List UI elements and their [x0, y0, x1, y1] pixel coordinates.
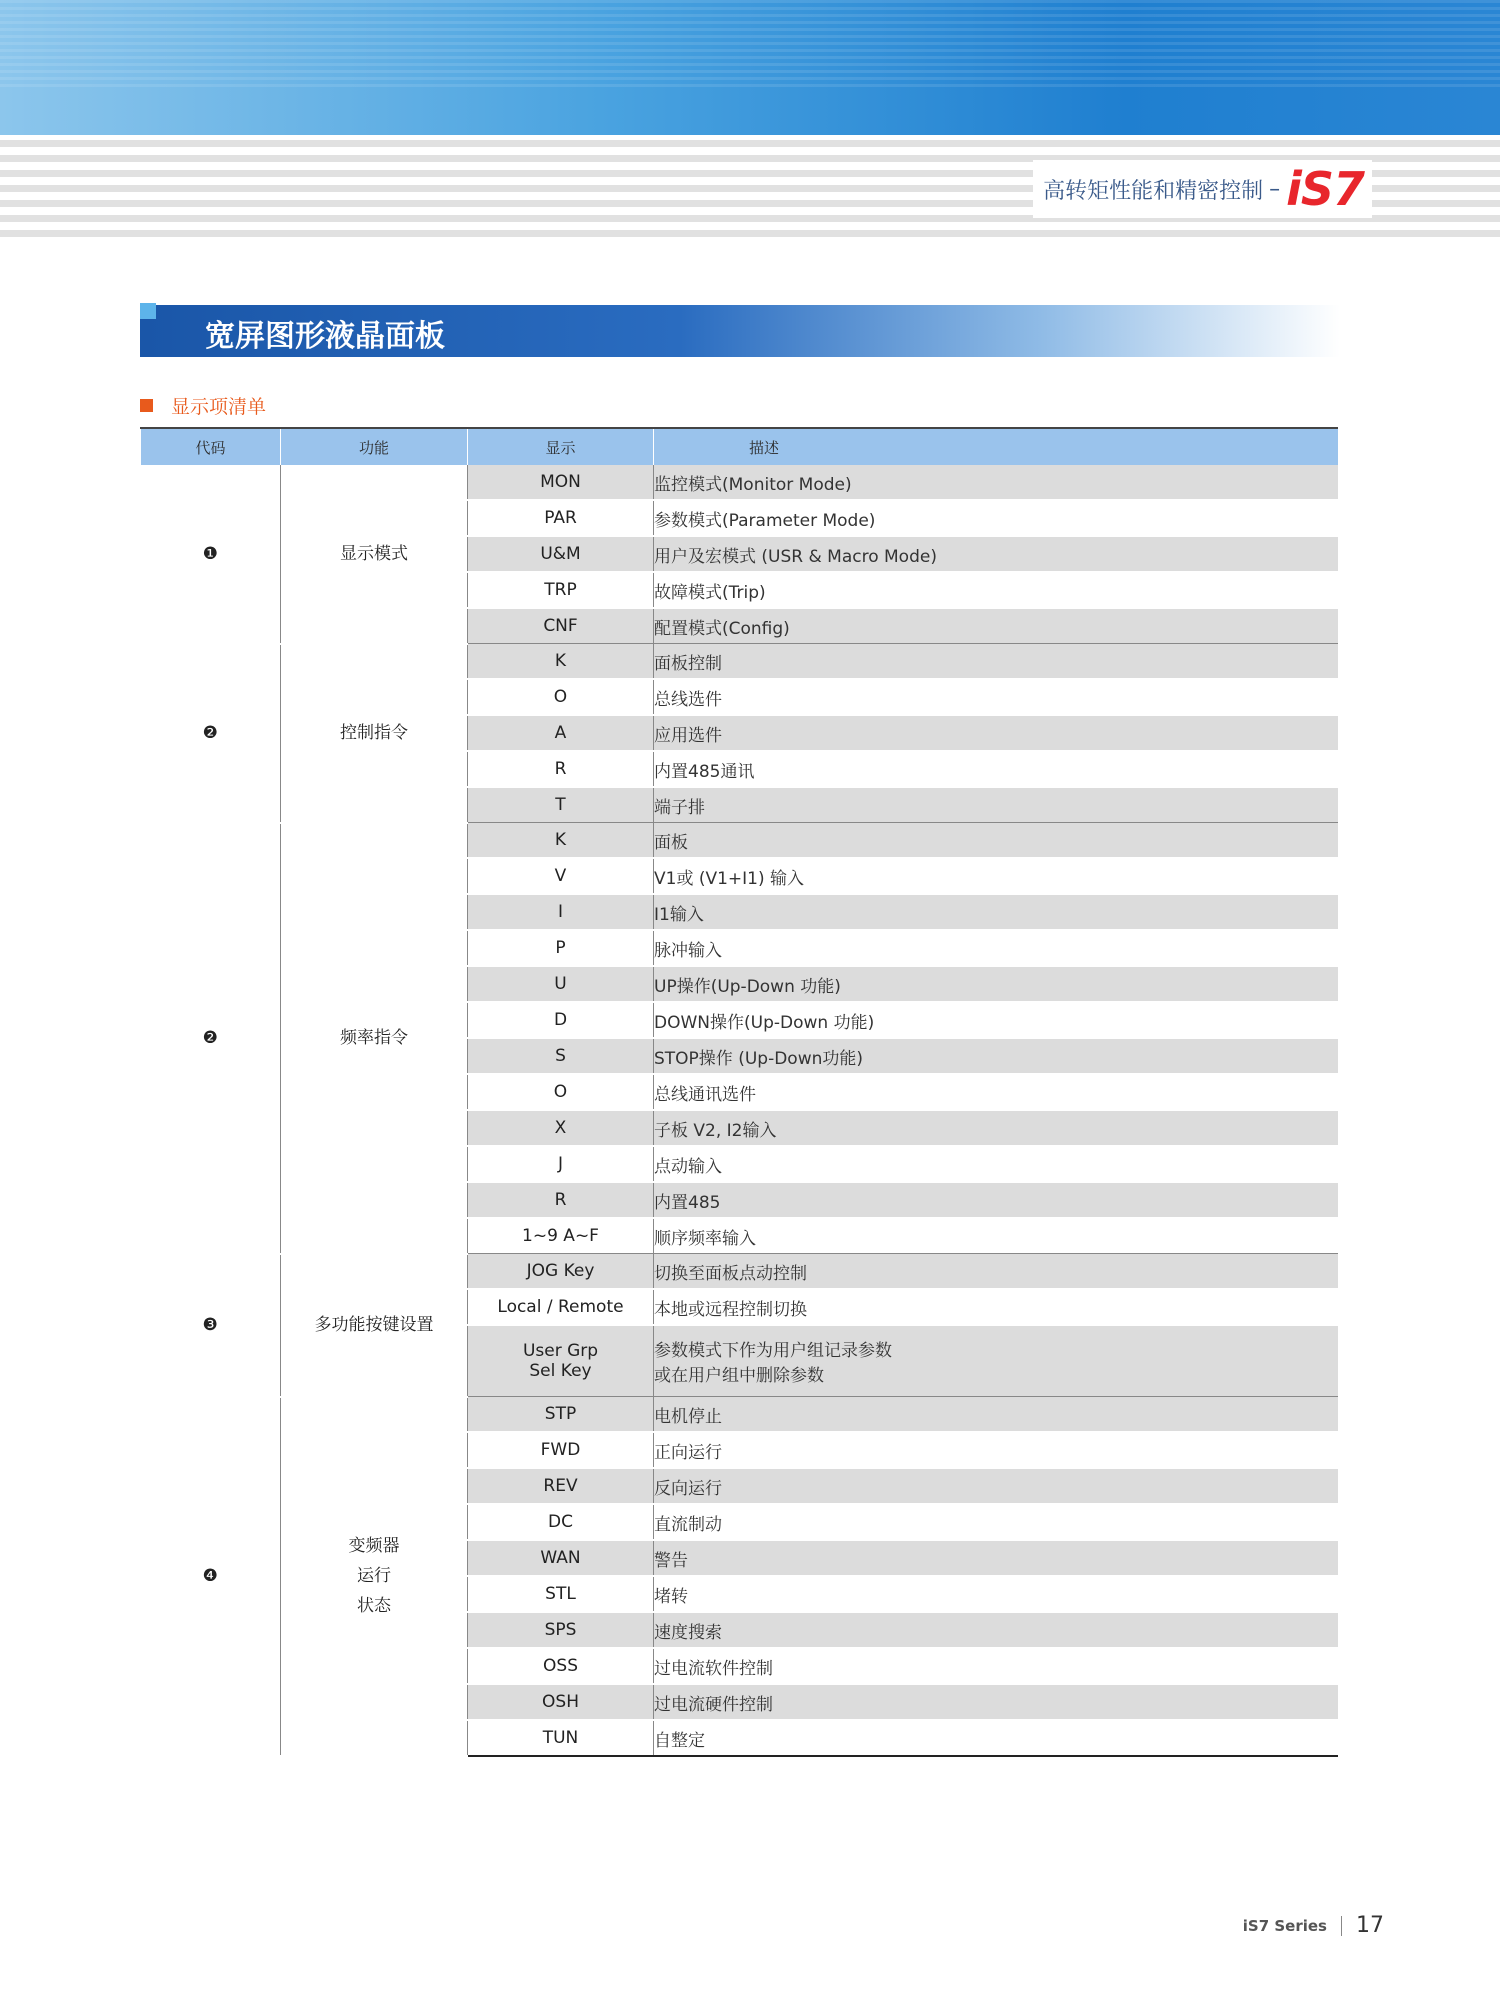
- description-cell: 参数模式下作为用户组记录参数 或在用户组中删除参数: [654, 1325, 1338, 1397]
- description-cell: 脉冲输入: [654, 930, 1338, 966]
- col-header-code: 代码: [141, 428, 281, 465]
- function-cell: 显示模式: [281, 465, 468, 644]
- display-cell: K: [468, 644, 654, 680]
- display-cell: FWD: [468, 1432, 654, 1468]
- footer-divider: [1341, 1916, 1342, 1936]
- description-cell: UP操作(Up-Down 功能): [654, 966, 1338, 1002]
- display-cell: P: [468, 930, 654, 966]
- col-header-description: 描述: [654, 428, 1338, 465]
- sub-heading: [140, 392, 266, 419]
- table-header-row: [141, 428, 1338, 465]
- description-cell: 电机停止: [654, 1397, 1338, 1433]
- tagline-text: 高转矩性能和精密控制: [1043, 178, 1264, 204]
- description-cell: DOWN操作(Up-Down 功能): [654, 1002, 1338, 1038]
- brand-logo: iS7: [1286, 162, 1364, 216]
- description-cell: 总线通讯选件: [654, 1074, 1338, 1110]
- description-cell: 应用选件: [654, 715, 1338, 751]
- table-row: [141, 644, 1338, 680]
- header-tagline: [1033, 160, 1372, 218]
- page-footer: [1243, 1913, 1384, 1938]
- description-cell: 直流制动: [654, 1504, 1338, 1540]
- display-cell: S: [468, 1038, 654, 1074]
- description-cell: 端子排: [654, 787, 1338, 823]
- description-cell: 过电流软件控制: [654, 1648, 1338, 1684]
- display-cell: PAR: [468, 500, 654, 536]
- description-cell: 自整定: [654, 1720, 1338, 1756]
- display-cell: J: [468, 1146, 654, 1182]
- function-cell: 变频器 运行 状态: [281, 1397, 468, 1757]
- code-cell: ❶: [141, 465, 281, 644]
- code-cell: ❷: [141, 823, 281, 1254]
- description-cell: 用户及宏模式 (USR & Macro Mode): [654, 536, 1338, 572]
- section-title: 宽屏图形液晶面板: [205, 319, 445, 354]
- description-cell: 内置485通讯: [654, 751, 1338, 787]
- description-cell: 警告: [654, 1540, 1338, 1576]
- description-cell: 堵转: [654, 1576, 1338, 1612]
- display-cell: STL: [468, 1576, 654, 1612]
- description-cell: 参数模式(Parameter Mode): [654, 500, 1338, 536]
- function-cell: 控制指令: [281, 644, 468, 823]
- table-row: [141, 1397, 1338, 1433]
- tagline-dash: –: [1269, 176, 1281, 202]
- description-cell: 配置模式(Config): [654, 608, 1338, 644]
- description-cell: 故障模式(Trip): [654, 572, 1338, 608]
- display-cell: CNF: [468, 608, 654, 644]
- display-cell: O: [468, 679, 654, 715]
- display-cell: X: [468, 1110, 654, 1146]
- function-cell: 频率指令: [281, 823, 468, 1254]
- description-cell: 速度搜索: [654, 1612, 1338, 1648]
- display-cell: SPS: [468, 1612, 654, 1648]
- description-cell: 总线选件: [654, 679, 1338, 715]
- description-cell: 正向运行: [654, 1432, 1338, 1468]
- code-cell: ❹: [141, 1397, 281, 1757]
- function-cell: 多功能按键设置: [281, 1254, 468, 1397]
- display-cell: R: [468, 751, 654, 787]
- description-cell: 内置485: [654, 1182, 1338, 1218]
- display-cell: 1~9 A~F: [468, 1218, 654, 1254]
- table-row: [141, 823, 1338, 859]
- description-cell: STOP操作 (Up-Down功能): [654, 1038, 1338, 1074]
- display-cell: D: [468, 1002, 654, 1038]
- display-cell: OSS: [468, 1648, 654, 1684]
- display-cell: O: [468, 1074, 654, 1110]
- display-cell: T: [468, 787, 654, 823]
- header-banner-texture: [0, 0, 1500, 90]
- footer-series: iS7 Series: [1242, 1916, 1327, 1935]
- display-cell: DC: [468, 1504, 654, 1540]
- display-cell: TUN: [468, 1720, 654, 1756]
- section-square-icon: [140, 303, 156, 319]
- description-cell: 反向运行: [654, 1468, 1338, 1504]
- display-cell: R: [468, 1182, 654, 1218]
- table-row: [141, 1254, 1338, 1290]
- display-cell: User Grp Sel Key: [468, 1325, 654, 1397]
- display-items-table: [140, 427, 1338, 1757]
- display-cell: JOG Key: [468, 1254, 654, 1290]
- display-cell: U&M: [468, 536, 654, 572]
- description-cell: 面板控制: [654, 644, 1338, 680]
- page-number: 17: [1356, 1913, 1384, 1938]
- square-bullet-icon: [140, 399, 153, 412]
- description-cell: 面板: [654, 823, 1338, 859]
- display-cell: V: [468, 858, 654, 894]
- display-cell: Local / Remote: [468, 1289, 654, 1325]
- display-cell: OSH: [468, 1684, 654, 1720]
- display-cell: A: [468, 715, 654, 751]
- col-header-function: 功能: [281, 428, 468, 465]
- display-cell: WAN: [468, 1540, 654, 1576]
- table-row: [141, 465, 1338, 500]
- description-cell: 子板 V2, I2输入: [654, 1110, 1338, 1146]
- display-cell: TRP: [468, 572, 654, 608]
- display-cell: K: [468, 823, 654, 859]
- display-cell: MON: [468, 465, 654, 500]
- display-cell: STP: [468, 1397, 654, 1433]
- description-cell: V1或 (V1+I1) 输入: [654, 858, 1338, 894]
- code-cell: ❸: [141, 1254, 281, 1397]
- description-cell: 过电流硬件控制: [654, 1684, 1338, 1720]
- description-cell: 点动输入: [654, 1146, 1338, 1182]
- sub-heading-text: 显示项清单: [171, 396, 267, 418]
- display-cell: I: [468, 894, 654, 930]
- display-cell: REV: [468, 1468, 654, 1504]
- col-header-display: 显示: [468, 428, 654, 465]
- description-cell: 监控模式(Monitor Mode): [654, 465, 1338, 500]
- table-body: [141, 465, 1338, 1756]
- description-cell: 顺序频率输入: [654, 1218, 1338, 1254]
- description-cell: 切换至面板点动控制: [654, 1254, 1338, 1290]
- code-cell: ❷: [141, 644, 281, 823]
- description-cell: I1输入: [654, 894, 1338, 930]
- description-cell: 本地或远程控制切换: [654, 1289, 1338, 1325]
- display-cell: U: [468, 966, 654, 1002]
